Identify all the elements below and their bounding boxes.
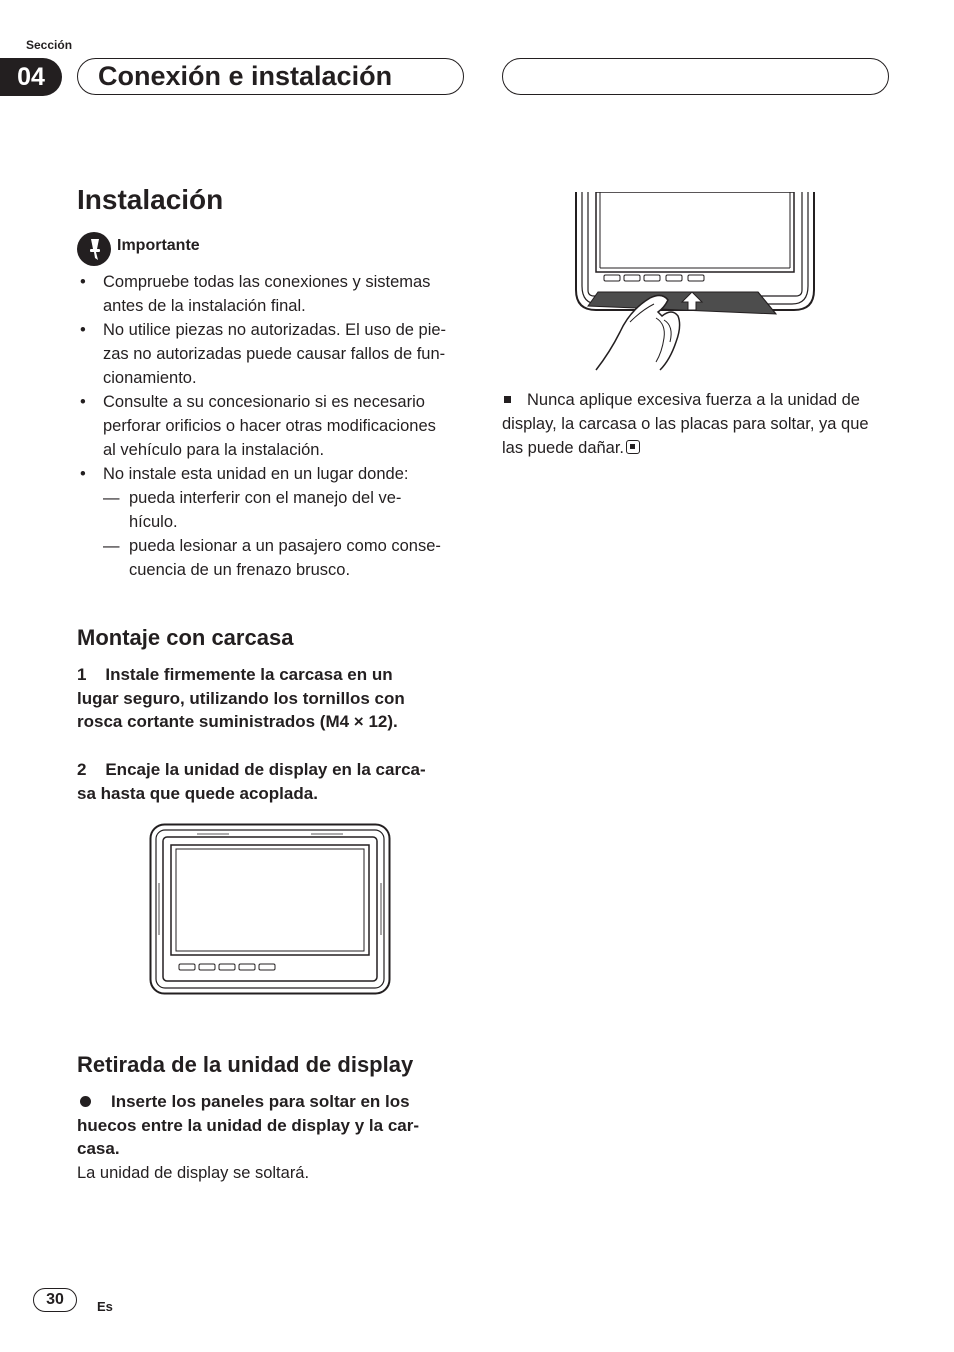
list-item: • Consulte a su concesionario si es necesario perforar orificios o hacer otras modificaciones al vehículo para la instalación. [77, 390, 469, 462]
header-right-frame [502, 58, 889, 95]
note-square-icon [504, 396, 511, 403]
end-mark-icon [626, 440, 640, 454]
sub-list-item: — pueda lesionar a un pasajero como conse- cuencia de un frenazo brusco. [77, 534, 469, 582]
display-unit-illustration [149, 823, 391, 995]
retirada-heading: Retirada de la unidad de display [77, 1052, 414, 1077]
list-item: • No instale esta unidad en un lugar donde: [77, 462, 469, 486]
section-label: Sección [26, 38, 73, 52]
language-code: Es [97, 1299, 113, 1314]
important-label: Importante [117, 237, 200, 254]
important-list [77, 270, 469, 582]
retirada-step: Inserte los paneles para soltar en los huecos entre la unidad de display y la car- casa. [77, 1092, 420, 1158]
list-item: • Compruebe todas las conexiones y sistemas antes de la instalación final. [77, 270, 469, 318]
release-panel-illustration [570, 192, 820, 372]
montaje-step-1: 1 Instale firmemente la carcasa en un lugar seguro, utilizando los tornillos con rosca cortante suministrados (M4 × 12). [77, 665, 405, 731]
page-heading: Instalación [77, 184, 224, 215]
retirada-result: La unidad de display se soltará. [77, 1164, 310, 1182]
list-item: • No utilice piezas no autorizadas. El uso de pie- zas no autorizadas puede causar fallos de fun- cionamiento. [77, 318, 469, 390]
section-number-badge: 04 [0, 58, 62, 96]
page-number: 30 [33, 1288, 77, 1312]
montaje-heading: Montaje con carcasa [77, 625, 294, 650]
sub-list-item: — pueda interferir con el manejo del ve- hículo. [77, 486, 469, 534]
important-icon [77, 232, 111, 266]
caution-note: Nunca aplique excesiva fuerza a la unidad de display, la carcasa o las placas para soltar, ya que las puede dañar. [502, 391, 869, 457]
chapter-title: Conexión e instalación [98, 61, 393, 91]
bullet-dot-icon [80, 1096, 91, 1107]
montaje-step-2: 2 Encaje la unidad de display en la carca- sa hasta que quede acoplada. [77, 760, 426, 803]
